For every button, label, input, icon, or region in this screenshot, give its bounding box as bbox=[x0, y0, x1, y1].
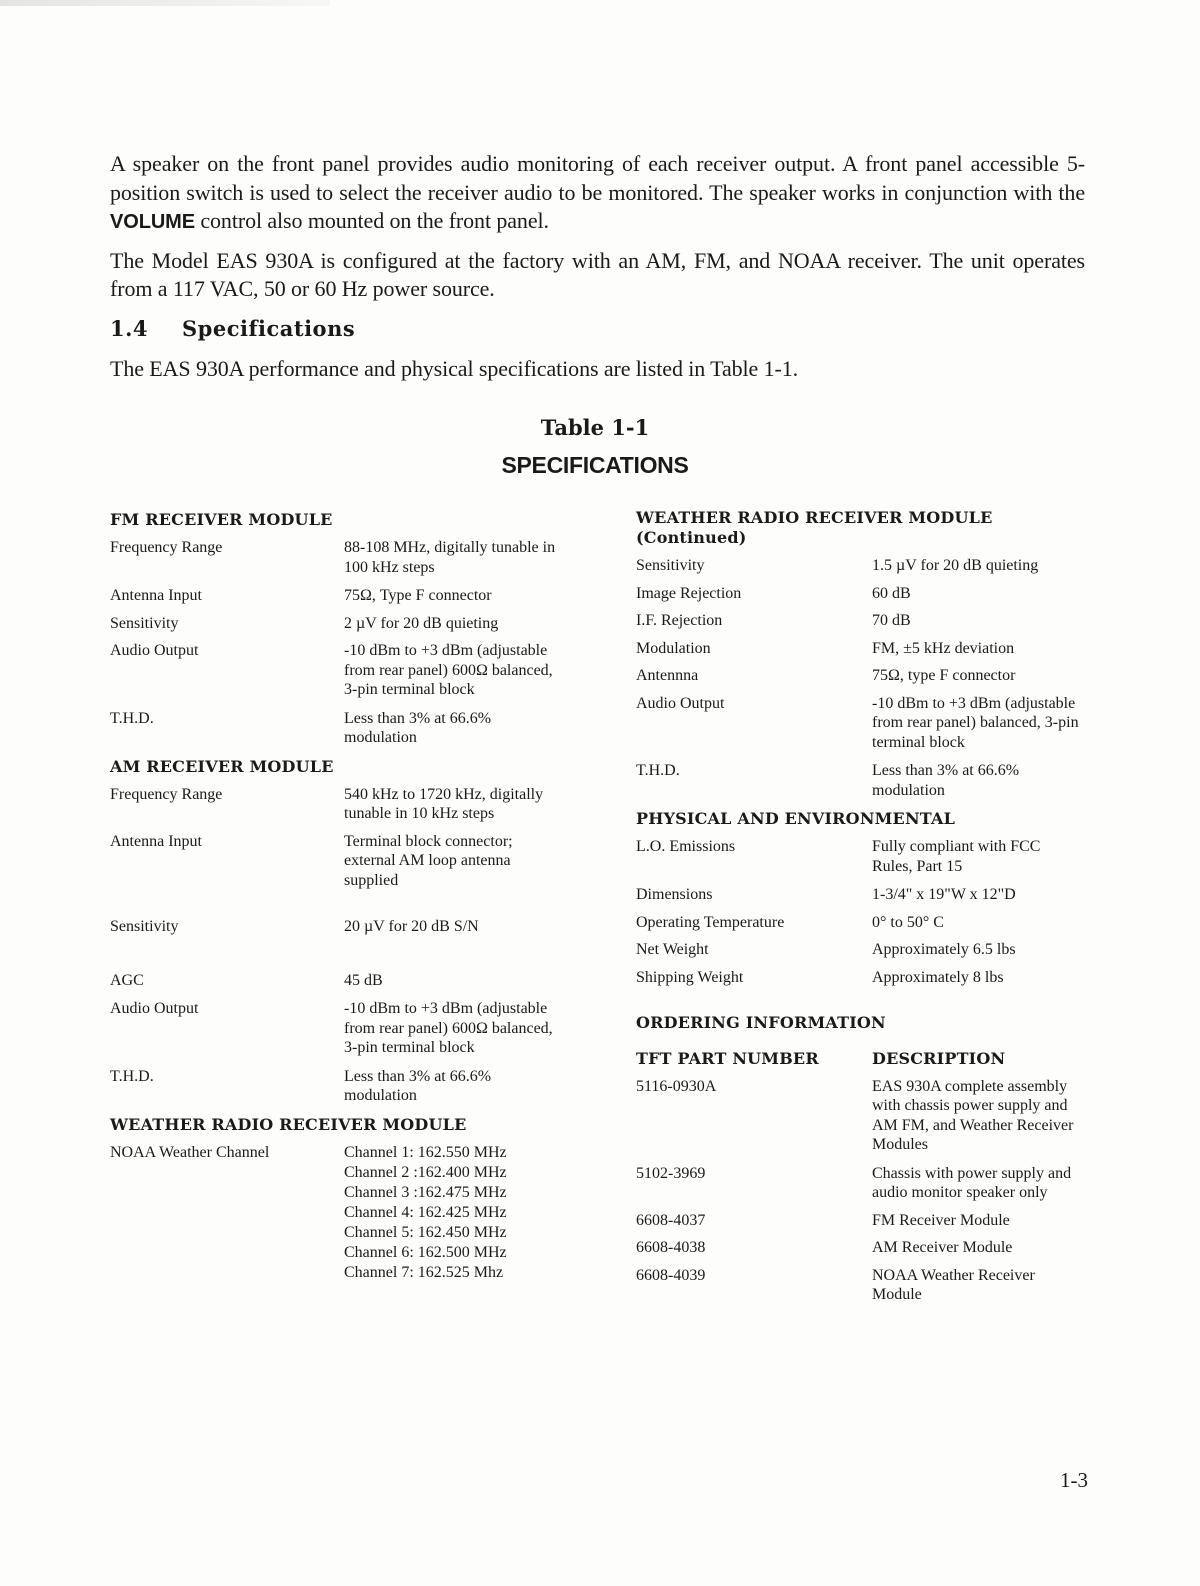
part-number: 6608-4039 bbox=[636, 1266, 706, 1284]
volume-keyword: VOLUME bbox=[110, 211, 195, 233]
spec-label: Modulation bbox=[636, 639, 711, 657]
spec-label: Sensitivity bbox=[110, 918, 179, 935]
ordering-row bbox=[636, 1238, 1106, 1258]
spec-row bbox=[110, 971, 580, 991]
para1-text-a: A speaker on the front panel provides audio monitoring of each receiver output. A front panel accessible 5-position switch is used to select the receiver audio to be monitored. The speaker works in conjunction with the bbox=[110, 151, 1085, 205]
spec-label: Shipping Weight bbox=[636, 968, 744, 986]
spec-column-right bbox=[636, 508, 1106, 1305]
spec-value: 1-3/4" x 19"W x 12"D bbox=[872, 886, 1016, 903]
spec-label: Sensitivity bbox=[636, 557, 705, 574]
spec-value: 75Ω, type F connector bbox=[872, 667, 1016, 684]
spec-row bbox=[110, 1143, 580, 1283]
spec-value: 88-108 MHz, digitally tunable in 100 kHz steps bbox=[344, 539, 556, 576]
spec-value: 45 dB bbox=[344, 971, 383, 989]
intro-paragraph-3: The EAS 930A performance and physical specifications are listed in Table 1-1. bbox=[110, 355, 799, 381]
spec-value: Approximately 8 lbs bbox=[872, 968, 1004, 986]
spec-value: 75Ω, Type F connector bbox=[344, 587, 492, 604]
spec-label: Antenna Input bbox=[110, 832, 202, 850]
spec-value: 60 dB bbox=[872, 584, 911, 602]
part-number: 6608-4037 bbox=[636, 1211, 706, 1229]
spec-value: Less than 3% at 66.6% modulation bbox=[872, 762, 1020, 799]
spec-row bbox=[636, 761, 1106, 800]
spec-row bbox=[110, 614, 580, 634]
ordering-heading: ORDERING INFORMATION bbox=[636, 1013, 886, 1032]
spec-column-left bbox=[110, 510, 580, 1283]
spec-label: Antennna bbox=[636, 667, 699, 684]
spec-value: Less than 3% at 66.6% modulation bbox=[344, 709, 492, 746]
spec-label: Audio Output bbox=[110, 1000, 199, 1017]
spec-label: Operating Temperature bbox=[636, 913, 785, 931]
spec-label: Image Rejection bbox=[636, 584, 742, 602]
spec-value: Fully compliant with FCC Rules, Part 15 bbox=[872, 838, 1041, 875]
spec-row bbox=[636, 694, 1106, 753]
spec-value: 0° to 50° C bbox=[872, 913, 944, 931]
part-description: EAS 930A complete assembly with chassis power supply and AM FM, and Weather Receiver Modules bbox=[872, 1077, 1074, 1153]
spec-row bbox=[110, 917, 580, 937]
spec-label: L.O. Emissions bbox=[636, 838, 736, 855]
spec-row bbox=[636, 940, 1106, 960]
intro-paragraph-1 bbox=[110, 150, 1085, 237]
spec-label: Audio Output bbox=[636, 694, 725, 712]
spec-row bbox=[636, 639, 1106, 659]
spec-label: Antenna Input bbox=[110, 587, 202, 604]
spec-label: T.H.D. bbox=[110, 709, 154, 727]
ordering-header-row bbox=[636, 1049, 1106, 1069]
spec-label: Sensitivity bbox=[110, 614, 179, 632]
spec-row bbox=[110, 538, 580, 577]
spec-value: Less than 3% at 66.6% modulation bbox=[344, 1067, 492, 1104]
weather-cont-heading: WEATHER RADIO RECEIVER MODULE bbox=[636, 508, 993, 527]
channel-item: Channel 5: 162.450 MHz bbox=[344, 1223, 507, 1241]
channel-item: Channel 1: 162.550 MHz bbox=[344, 1143, 507, 1161]
spec-label: Audio Output bbox=[110, 642, 199, 659]
part-description: Chassis with power supply and audio monitor speaker only bbox=[872, 1164, 1072, 1201]
weather-module-heading: WEATHER RADIO RECEIVER MODULE bbox=[110, 1114, 467, 1134]
physical-heading: PHYSICAL AND ENVIRONMENTAL bbox=[636, 809, 956, 828]
spec-row bbox=[636, 556, 1106, 576]
section-heading bbox=[110, 316, 1085, 341]
spec-row bbox=[636, 666, 1106, 686]
spec-row bbox=[636, 913, 1106, 933]
part-number: 5116-0930A bbox=[636, 1077, 717, 1095]
spec-label: Dimensions bbox=[636, 886, 713, 903]
part-number: 5102-3969 bbox=[636, 1164, 706, 1182]
channel-item: Channel 2 :162.400 MHz bbox=[344, 1163, 507, 1181]
spec-label: Frequency Range bbox=[110, 539, 223, 556]
spec-label: T.H.D. bbox=[110, 1067, 154, 1085]
table-subtitle: SPECIFICATIONS bbox=[501, 452, 689, 478]
spec-value: -10 dBm to +3 dBm (adjustable from rear panel) balanced, 3-pin terminal block bbox=[872, 694, 1079, 751]
spec-row bbox=[110, 999, 580, 1058]
section-title: Specifications bbox=[182, 315, 356, 341]
ordering-col-desc: DESCRIPTION bbox=[872, 1049, 1006, 1068]
spec-value: -10 dBm to +3 dBm (adjustable from rear panel) 600Ω balanced, 3-pin terminal block bbox=[344, 1000, 553, 1056]
para1-text-b: control also mounted on the front panel. bbox=[194, 208, 549, 233]
spec-row bbox=[110, 586, 580, 606]
spec-value: 2 µV for 20 dB quieting bbox=[344, 614, 499, 632]
spec-value: 540 kHz to 1720 kHz, digitally tunable in 10 kHz steps bbox=[344, 785, 544, 822]
channel-item: Channel 4: 162.425 MHz bbox=[344, 1203, 507, 1221]
spec-row bbox=[110, 785, 580, 824]
channel-item: Channel 7: 162.525 Mhz bbox=[344, 1263, 504, 1281]
ordering-row bbox=[636, 1077, 1106, 1155]
spec-row bbox=[110, 709, 580, 748]
spec-row bbox=[110, 1067, 580, 1106]
spec-value: Terminal block connector; external AM loop antenna supplied bbox=[344, 832, 513, 889]
spec-row bbox=[636, 837, 1106, 876]
part-description: FM Receiver Module bbox=[872, 1211, 1010, 1229]
ordering-col-part: TFT PART NUMBER bbox=[636, 1049, 819, 1068]
spec-value: 70 dB bbox=[872, 612, 911, 629]
spec-value: -10 dBm to +3 dBm (adjustable from rear panel) 600Ω balanced, 3-pin terminal block bbox=[344, 642, 553, 698]
spec-label: T.H.D. bbox=[636, 762, 680, 779]
spec-row bbox=[636, 584, 1106, 604]
spec-value: 1.5 µV for 20 dB quieting bbox=[872, 557, 1039, 574]
spec-label: AGC bbox=[110, 971, 144, 989]
spec-label: Net Weight bbox=[636, 941, 709, 958]
spec-row bbox=[110, 641, 580, 700]
section-number: 1.4 bbox=[110, 315, 149, 341]
table-title: Table 1-1 bbox=[540, 415, 650, 440]
channel-list bbox=[344, 1143, 564, 1283]
intro-section bbox=[110, 150, 1085, 393]
channel-list-cell bbox=[344, 1143, 564, 1283]
part-description: NOAA Weather Receiver Module bbox=[872, 1266, 1035, 1303]
am-module-heading: AM RECEIVER MODULE bbox=[110, 756, 334, 776]
channel-item: Channel 6: 162.500 MHz bbox=[344, 1243, 507, 1261]
part-number: 6608-4038 bbox=[636, 1239, 706, 1256]
spec-label: NOAA Weather Channel bbox=[110, 1143, 270, 1161]
weather-cont-subheading: (Continued) bbox=[636, 528, 747, 547]
spec-value: 20 µV for 20 dB S/N bbox=[344, 918, 479, 935]
ordering-row bbox=[636, 1211, 1106, 1231]
fm-module-heading: FM RECEIVER MODULE bbox=[110, 510, 333, 529]
intro-paragraph-2: The Model EAS 930A is configured at the factory with an AM, FM, and NOAA receiver. The unit operates from a 117 VAC, 50 or 60 Hz power source. bbox=[110, 247, 1085, 301]
page-number: 1-3 bbox=[1060, 1468, 1088, 1492]
spec-row bbox=[110, 832, 580, 891]
ordering-row bbox=[636, 1164, 1106, 1203]
spec-value: Approximately 6.5 lbs bbox=[872, 941, 1016, 958]
channel-item: Channel 3 :162.475 MHz bbox=[344, 1183, 507, 1201]
spec-row bbox=[636, 968, 1106, 988]
spec-value: FM, ±5 kHz deviation bbox=[872, 639, 1015, 657]
scan-edge-shadow bbox=[0, 0, 330, 6]
spec-label: I.F. Rejection bbox=[636, 612, 723, 629]
spec-row bbox=[636, 885, 1106, 905]
spec-label: Frequency Range bbox=[110, 785, 223, 803]
ordering-row bbox=[636, 1266, 1106, 1305]
part-description: AM Receiver Module bbox=[872, 1239, 1013, 1256]
spec-row bbox=[636, 611, 1106, 631]
